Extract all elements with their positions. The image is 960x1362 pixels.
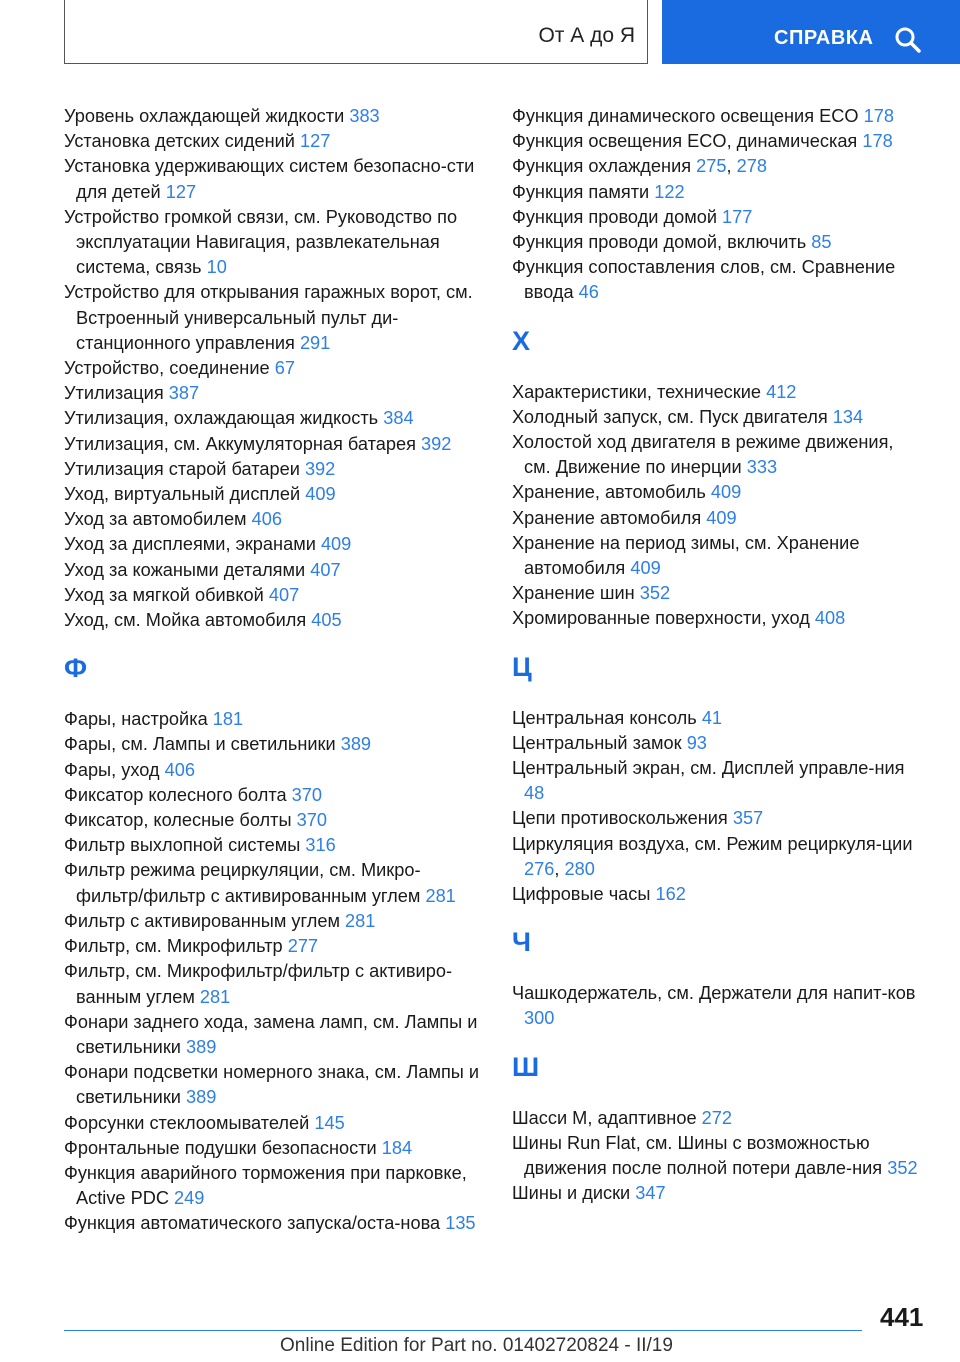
index-entry — [64, 732, 484, 757]
index-column-right — [512, 104, 922, 1207]
index-entry — [64, 608, 484, 633]
index-entry — [64, 858, 484, 908]
page-ref-link[interactable]: 409 — [305, 484, 336, 505]
header-tab[interactable] — [64, 0, 648, 64]
index-letter-heading: Ф — [64, 653, 88, 684]
index-entry — [512, 731, 922, 756]
index-entry — [512, 1131, 922, 1181]
index-entry-text: Хромированные поверхности, уход — [512, 608, 810, 629]
index-entry-text: Фиксатор, колесные болты — [64, 810, 292, 831]
page-ref-link[interactable]: 392 — [304, 458, 336, 479]
index-entry — [64, 280, 484, 356]
page-ref-link[interactable]: 178 — [862, 131, 893, 152]
page-ref-link[interactable]: 127 — [165, 181, 197, 202]
index-entry — [64, 833, 484, 858]
index-entry — [64, 406, 484, 431]
page-ref-link[interactable]: 276 — [524, 858, 555, 879]
index-entry — [512, 882, 922, 907]
page-ref-link[interactable]: 407 — [268, 584, 300, 605]
index-entry — [64, 205, 484, 281]
page-number: 441 — [880, 1302, 924, 1332]
page-ref-link[interactable]: 145 — [314, 1112, 345, 1133]
index-entry — [512, 606, 922, 631]
page-ref-link[interactable]: 409 — [706, 507, 737, 528]
index-entry-text: Характеристики, технические — [512, 381, 762, 402]
index-entry-text: Цифровые часы — [512, 884, 651, 905]
index-entry-text: Фильтр, см. Микрофильтр/фильтр с активиро-ванным углем — [64, 961, 453, 1007]
index-entry — [512, 506, 922, 531]
page-ref-link[interactable]: 278 — [736, 156, 767, 177]
index-entry — [64, 129, 484, 154]
index-entry — [64, 507, 484, 532]
index-entry-text: Устройство для открывания гаражных ворот, см. Встроенный универсальный пульт ди-станционного управления — [64, 282, 473, 353]
index-entry-text: Фонари заднего хода, замена ламп, см. Лампы и светильники — [64, 1011, 478, 1057]
page-ref-link[interactable]: 85 — [811, 232, 832, 253]
index-entry-text: Установка удерживающих систем безопасно-сти для детей — [64, 156, 475, 202]
index-entry — [64, 457, 484, 482]
index-entry-text: Циркуляция воздуха, см. Режим рециркуля-ции — [512, 833, 913, 854]
page-ref-link[interactable]: 291 — [299, 332, 331, 353]
index-entry — [64, 1111, 484, 1136]
index-entry — [512, 981, 922, 1031]
index-entry-text: Уровень охлаждающей жидкости — [64, 106, 345, 126]
index-entry-text: Фронтальные подушки безопасности — [64, 1137, 377, 1158]
index-entry-text: Уход за автомобилем — [64, 509, 247, 530]
index-letter-heading: Ц — [512, 651, 532, 682]
index-entry-text: Утилизация старой батареи — [64, 458, 300, 479]
index-entry-text: Фары, настройка — [64, 709, 208, 730]
help-button[interactable] — [662, 0, 960, 64]
index-entry — [64, 381, 484, 406]
page-ref-link[interactable]: 383 — [349, 106, 380, 126]
index-entry-text: Устройство, соединение — [64, 358, 270, 379]
index-entry — [64, 532, 484, 557]
index-entry — [64, 482, 484, 507]
index-entry — [512, 205, 922, 230]
index-letter-heading: Ш — [512, 1051, 540, 1082]
index-letter-heading: Х — [512, 325, 531, 356]
index-entry — [64, 583, 484, 608]
page-ref-link[interactable]: 387 — [168, 383, 200, 404]
index-entry — [512, 405, 922, 430]
page-ref-link[interactable]: 333 — [746, 457, 778, 478]
page-ref-link[interactable]: 406 — [251, 509, 282, 530]
page-ref-link[interactable]: 280 — [564, 858, 595, 879]
page-ref-link[interactable]: 352 — [639, 583, 671, 604]
index-entry-text: Функция проводи домой, включить — [512, 232, 807, 253]
page-ref-link[interactable]: 275 — [696, 156, 727, 177]
help-label: СПРАВКА — [774, 27, 874, 49]
index-entry-text: Холодный запуск, см. Пуск двигателя — [512, 406, 828, 427]
index-entry — [512, 180, 922, 205]
index-entry — [512, 1106, 922, 1131]
index-entry-text: Центральный замок — [512, 732, 682, 753]
page-ref-link[interactable]: 272 — [701, 1107, 732, 1128]
page-ref-link[interactable]: 407 — [310, 559, 341, 580]
page-ref-link[interactable]: 384 — [383, 408, 414, 429]
page-ref-link[interactable]: 162 — [655, 884, 686, 905]
index-entry — [64, 909, 484, 934]
page-ref-link[interactable]: 181 — [212, 709, 244, 730]
footer-divider — [64, 1330, 862, 1331]
index-entry-text: Утилизация, см. Аккумуляторная батарея — [64, 433, 416, 454]
index-entry-text: Центральная консоль — [512, 707, 697, 728]
index-entry — [64, 1161, 484, 1211]
index-entry-text: Функция динамического освещения ECO — [512, 106, 859, 126]
index-entry-text: Функция автоматического запуска/оста-нова — [64, 1213, 441, 1234]
footer-edition-text: Online Edition for Part no. 01402720824 - II/19 — [280, 1335, 673, 1356]
index-entry — [64, 707, 484, 732]
page-ref-link[interactable]: 389 — [186, 1036, 217, 1057]
index-entry-text: Фиксатор колесного болта — [64, 784, 287, 805]
index-entry-text: Хранение шин — [512, 583, 635, 604]
index-entry — [64, 1010, 484, 1060]
index-entry — [512, 430, 922, 480]
index-entry — [512, 1181, 922, 1206]
page-ref-link[interactable]: 405 — [311, 610, 342, 631]
page-ref-link[interactable]: 281 — [425, 885, 456, 906]
index-entry-text: Форсунки стеклоомывателей — [64, 1112, 310, 1133]
index-entry — [512, 230, 922, 255]
header-tab-label: От А до Я — [538, 24, 635, 47]
index-entry-text: Холостой ход двигателя в режиме движения, см. Движение по инерции — [512, 432, 894, 478]
index-entry-text: Хранение автомобиля — [512, 507, 702, 528]
page-ref-link[interactable]: 300 — [524, 1008, 555, 1029]
index-entry-text: Шины Run Flat, см. Шины с возможностью движения после полной потери давле-ния — [512, 1132, 883, 1179]
page-ref-link[interactable]: 277 — [287, 936, 319, 957]
page-ref-link[interactable]: 93 — [686, 732, 707, 753]
index-entry — [64, 432, 484, 457]
index-entry-text: Утилизация, охлаждающая жидкость — [64, 408, 379, 429]
index-entry-text: Уход за мягкой обивкой — [64, 584, 264, 605]
page-ref-link[interactable]: 370 — [296, 810, 327, 831]
index-entry-text: Центральный экран, см. Дисплей управле-ния — [512, 758, 905, 779]
index-entry-text: Функция охлаждения — [512, 156, 692, 177]
index-entry-text: Утилизация — [64, 383, 164, 404]
page-ref-link[interactable]: 48 — [524, 783, 545, 804]
page-ref-link[interactable]: 406 — [164, 759, 195, 780]
index-entry — [512, 480, 922, 505]
page-ref-link[interactable]: 389 — [340, 734, 372, 755]
page-ref-link[interactable]: 134 — [832, 406, 864, 427]
index-entry: Функция охлаждения 275, 278 — [512, 156, 767, 177]
page-ref-link[interactable]: 281 — [199, 986, 231, 1007]
index-entry — [512, 129, 922, 154]
index-entry-text: Фонари подсветки номерного знака, см. Лампы и светильники — [64, 1062, 480, 1108]
index-entry-text: Уход за дисплеями, экранами — [64, 534, 316, 555]
page-ref-link[interactable]: 281 — [345, 910, 376, 931]
index-entry — [512, 104, 922, 129]
page-ref-link[interactable]: 357 — [732, 808, 764, 829]
index-entry — [512, 706, 922, 731]
index-entry — [64, 104, 484, 129]
index-entry — [64, 959, 484, 1009]
index-entry-text: Фильтр режима рециркуляции, см. Микро-фильтр/фильтр с активированным углем — [64, 860, 421, 906]
page-ref-link[interactable]: 177 — [722, 206, 753, 227]
index-entry-text: Шасси M, адаптивное — [512, 1107, 697, 1128]
index-entry-text: Функция сопоставления слов, см. Сравнение ввода — [512, 257, 896, 303]
index-entry — [64, 758, 484, 783]
index-entry-text: Хранение, автомобиль — [512, 482, 706, 503]
index-entry-text: Функция аварийного торможения при парковке, Active PDC — [64, 1162, 467, 1209]
page-ref-link[interactable]: 347 — [635, 1183, 666, 1204]
index-entry-text: Функция памяти — [512, 181, 650, 202]
index-entry — [512, 756, 922, 806]
page-ref-link[interactable]: 352 — [887, 1158, 918, 1179]
page-ref-link[interactable]: 370 — [291, 784, 323, 805]
index-entry-text: Фильтр выхлопной системы — [64, 835, 301, 856]
index-entry — [64, 783, 484, 808]
index-entry — [64, 1136, 484, 1161]
page-ref-link[interactable]: 316 — [305, 835, 336, 856]
index-entry — [64, 154, 484, 204]
page-ref-link[interactable]: 127 — [300, 131, 331, 152]
page-ref-link[interactable]: 408 — [814, 608, 846, 629]
index-entry — [512, 255, 922, 305]
index-entry-text: Фары, уход — [64, 759, 160, 780]
index-entry-text: Фары, см. Лампы и светильники — [64, 734, 336, 755]
index-entry-text: Функция освещения ECO, динамическая — [512, 131, 858, 152]
index-entry — [64, 1211, 484, 1236]
index-entry-text: Уход, виртуальный дисплей — [64, 484, 301, 505]
page-ref-link[interactable]: 67 — [274, 358, 295, 379]
index-entry — [64, 558, 484, 583]
index-entry-text: Функция проводи домой — [512, 206, 717, 227]
index-entry — [512, 806, 922, 831]
index-entry — [64, 356, 484, 381]
index-entry-text: Устройство громкой связи, см. Руководство по эксплуатации Навигация, развлекательная система, связь — [64, 206, 458, 278]
page-ref-link[interactable]: 392 — [421, 433, 452, 454]
index-column-left — [64, 104, 484, 1237]
index-entry: Циркуляция воздуха, см. Режим рециркуля-ции 276, 280 — [512, 833, 913, 879]
index-entry-text: Фильтр с активированным углем — [64, 910, 340, 931]
page-ref-link[interactable]: 249 — [174, 1188, 205, 1209]
page-ref-link[interactable]: 409 — [710, 482, 742, 503]
page-ref-link[interactable]: 46 — [578, 282, 599, 303]
index-entry — [64, 934, 484, 959]
page-ref-link[interactable]: 122 — [654, 181, 685, 202]
page-ref-link[interactable]: 409 — [320, 534, 352, 555]
page-ref-link[interactable]: 412 — [766, 381, 797, 402]
page-ref-link[interactable]: 10 — [206, 257, 227, 278]
index-letter-heading: Ч — [512, 927, 531, 958]
index-entry — [512, 531, 922, 581]
page-ref-link[interactable]: 389 — [186, 1087, 217, 1108]
index-entry-text: Уход за кожаными деталями — [64, 559, 306, 580]
page-ref-link[interactable]: 178 — [863, 106, 894, 126]
index-entry-text: Уход, см. Мойка автомобиля — [64, 610, 307, 631]
index-entry-text: Установка детских сидений — [64, 131, 295, 152]
page-ref-link[interactable]: 184 — [381, 1137, 413, 1158]
page-ref-link[interactable]: 41 — [701, 707, 723, 728]
index-entry — [512, 380, 922, 405]
index-entry-text: Фильтр, см. Микрофильтр — [64, 936, 283, 957]
index-entry-text: Чашкодержатель, см. Держатели для напит-ков — [512, 983, 916, 1004]
index-entry — [512, 581, 922, 606]
search-icon[interactable] — [894, 26, 922, 54]
index-entry — [64, 808, 484, 833]
page-ref-link[interactable]: 135 — [445, 1213, 476, 1234]
index-entry-text: Хранение на период зимы, см. Хранение автомобиля — [512, 532, 860, 579]
page-ref-link[interactable]: 409 — [630, 558, 661, 579]
index-entry-text: Шины и диски — [512, 1183, 631, 1204]
index-entry-text: Цепи противоскольжения — [512, 808, 728, 829]
index-entry — [64, 1060, 484, 1110]
